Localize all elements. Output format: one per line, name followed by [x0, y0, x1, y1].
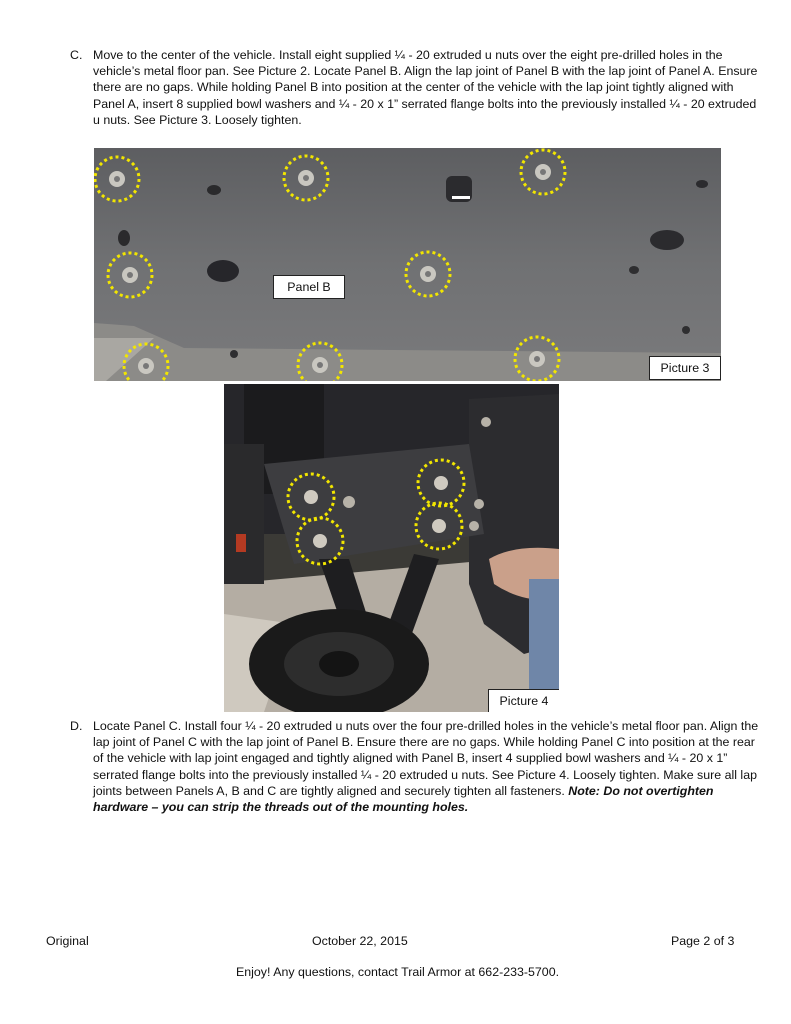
step-d-text-block: [93, 718, 759, 815]
picture-3-photo: [94, 148, 721, 381]
footer-left: Original: [46, 934, 89, 948]
panel-b-underside-image: [94, 148, 721, 381]
step-c-letter: C.: [70, 48, 83, 62]
picture-4-caption: Picture 4: [488, 689, 559, 712]
picture-3-caption: Picture 3: [649, 356, 721, 380]
footer-contact: Enjoy! Any questions, contact Trail Armor at 662-233-5700.: [236, 965, 560, 979]
step-d-note: Note: Do not overtighten hardware – you can strip the threads out of the mounting holes.: [93, 783, 714, 815]
vehicle-rear-underside-image: [224, 384, 559, 712]
footer-page-number: Page 2 of 3: [671, 934, 735, 948]
footer-date: October 22, 2015: [312, 934, 408, 948]
step-c-text: Move to the center of the vehicle. Install eight supplied ¼ - 20 extruded u nuts over the eight pre-drilled holes in the vehicle’s metal floor pan. See Picture 2. Locate Panel B. Align the lap joint of Panel B with the lap joint of Panel A. Ensure there are no gaps. While holding Panel B into position at the center of the vehicle with the lap joint tightly aligned with Panel A, insert 8 supplied bowl washers and ¼ - 20 x 1” serrated flange bolts into the previously installed ¼ - 20 extruded u nuts. See Picture 3. Loosely tighten.: [93, 48, 758, 127]
panel-b-label: Panel B: [273, 275, 345, 299]
step-d-letter: D.: [70, 719, 83, 733]
picture-4-photo: [224, 384, 559, 712]
step-d-text: Locate Panel C. Install four ¼ - 20 extruded u nuts over the four pre-drilled holes in the vehicle’s metal floor pan. Align the lap joint of Panel C with the lap joint of Panel B. Ensure there are no gaps. While holding Panel C into position at the rear of the vehicle with lap joint engaged and tightly aligned with Panel B, insert 4 supplied bowl washers and ¼ - 20 x 1” serrated flange bolts into the previously installed ¼ - 20 extruded u nuts. See Picture 4. Loosely tighten. Make sure all lap joints between Panels A, B and C are tightly aligned and securely tighten all fasteners.: [93, 719, 759, 798]
